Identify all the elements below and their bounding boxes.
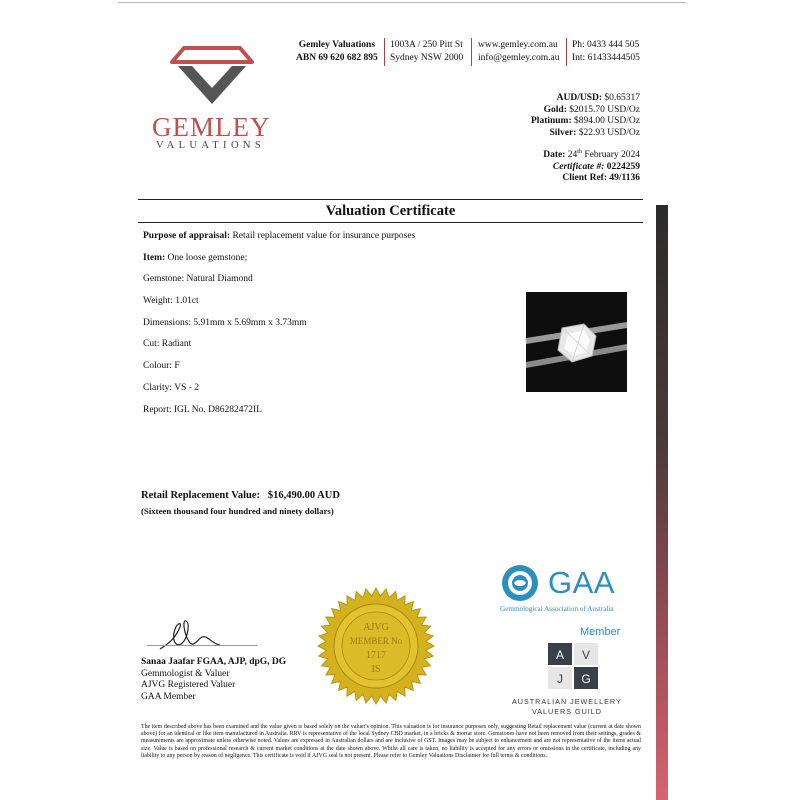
silver-label: Silver: bbox=[549, 127, 577, 138]
item-row bbox=[143, 252, 415, 274]
date-day: 24 bbox=[567, 150, 578, 161]
client-ref-value: 49/1136 bbox=[609, 173, 640, 184]
header-divider bbox=[471, 38, 472, 66]
retail-value-words: (Sixteen thousand four hundred and ninety dollars) bbox=[141, 506, 334, 516]
report-row: Report: IGL No. D86282472IL bbox=[143, 404, 262, 415]
ajvg-logo bbox=[548, 643, 600, 691]
company-abn: ABN 69 620 682 895 bbox=[296, 53, 378, 63]
date-rest: February 2024 bbox=[584, 150, 640, 161]
aud-usd-value: $0.65317 bbox=[604, 93, 640, 103]
silver-value: $22.93 USD/Oz bbox=[578, 127, 640, 138]
signature bbox=[150, 617, 240, 657]
certificate-label: Certificate #: bbox=[552, 161, 605, 172]
header-company bbox=[296, 39, 378, 65]
diamond-photo bbox=[526, 292, 627, 392]
seal-line3: 1717 bbox=[366, 650, 386, 661]
signature-icon bbox=[150, 617, 240, 657]
purpose-label: Purpose of appraisal: bbox=[143, 231, 231, 241]
aud-usd-label: AUD/USD: bbox=[556, 93, 602, 103]
weight-row: Weight: 1.01ct bbox=[143, 296, 199, 307]
website-link[interactable]: www.gemley.com.au bbox=[478, 40, 558, 50]
ajvg-letter-g: G bbox=[581, 672, 591, 686]
gaa-subtitle: Gemmological Association of Australia bbox=[500, 605, 614, 613]
brand-subtitle: VALUATIONS bbox=[156, 140, 266, 151]
gemstone-row: Gemstone: Natural Diamond bbox=[143, 274, 253, 285]
ajvg-name-line2: VALUERS GUILD bbox=[532, 707, 602, 716]
seal-line2: MEMBER No bbox=[349, 636, 403, 646]
purpose-row bbox=[143, 230, 415, 252]
address-line2: Sydney NSW 2000 bbox=[390, 53, 464, 63]
diamond-image bbox=[526, 292, 627, 392]
client-ref-label: Client Ref: bbox=[562, 173, 607, 184]
gold-label: Gold: bbox=[543, 104, 567, 115]
certificate-number: 0224259 bbox=[606, 161, 640, 172]
disclaimer-text: The item described above has been examined and the value given is based solely on the valuer's opinion. This valuation is for insurance purposes only, suggesting Retail replacement value (current at date shown above) for an identical or like item manufactured in Australia. RRV is representative of the local Sydney CBD market, in a bricks & mortar store. Gemstones have not been removed from their settings, grades & measurements are approximate unless otherwise noted. Values are expressed in Australian dollars and are inclusive of GST. Images may be subject to enhancement and are not representative of the items actual size. Value is based on professional research & current market conditions at the date shown above. Whilst all care is taken, no liability is accepted for any errors or omissions in the certificate, including any liability to any person by reason of negligence. This certificate is void if AJVG seal is not present. Please refer to Gemley Valuations Disclaimer for full terms & conditions. bbox=[141, 724, 641, 759]
header-address bbox=[390, 39, 463, 65]
signature-line bbox=[147, 645, 257, 646]
item-value: One loose gemstone; bbox=[167, 252, 248, 263]
brand-name: GEMLEY bbox=[152, 112, 271, 142]
signer-block bbox=[141, 657, 286, 703]
date-label: Date: bbox=[543, 150, 566, 161]
signer-role2: AJVG Registered Valuer bbox=[141, 680, 236, 690]
ajvg-seal bbox=[316, 586, 436, 706]
phone-number: Ph: 0433 444 505 bbox=[572, 40, 640, 50]
certificate-meta bbox=[543, 147, 640, 185]
title-rule-top bbox=[138, 199, 643, 200]
market-rates bbox=[531, 93, 640, 139]
signer-role3: GAA Member bbox=[141, 691, 196, 702]
email-link[interactable]: info@gemley.com.au bbox=[478, 53, 560, 63]
ajvg-name-line1: AUSTRALIAN JEWELLERY bbox=[512, 697, 622, 706]
retail-value-amount: $16,490.00 AUD bbox=[267, 490, 340, 501]
platinum-label: Platinum: bbox=[531, 116, 572, 126]
item-details bbox=[143, 230, 415, 425]
ajvg-grid-icon bbox=[548, 643, 600, 691]
seal-line4: IS bbox=[371, 664, 381, 675]
gem-icon bbox=[170, 44, 254, 106]
title-rule-bottom bbox=[138, 222, 643, 223]
platinum-value: $894.00 USD/Oz bbox=[574, 116, 640, 126]
ajvg-letter-j: J bbox=[557, 672, 563, 686]
ajvg-letter-a: A bbox=[555, 648, 565, 662]
retail-value-label: Retail Replacement Value: bbox=[141, 490, 260, 501]
top-rule bbox=[118, 2, 686, 3]
dimensions-row: Dimensions: 5.91mm x 5.69mm x 3.73mm bbox=[143, 317, 307, 328]
gaa-emblem-icon bbox=[498, 563, 542, 603]
purpose-value: Retail replacement value for insurance purposes bbox=[232, 231, 416, 241]
company-name: Gemley Valuations bbox=[298, 40, 376, 50]
header-divider bbox=[384, 38, 385, 66]
signer-role1: Gemmologist & Valuer bbox=[141, 668, 230, 679]
gold-value: $2015.70 USD/Oz bbox=[569, 104, 640, 115]
clarity-row: Clarity: VS - 2 bbox=[143, 382, 200, 393]
signer-name: Sanaa Jaafar FGAA, AJP, dpG, DG bbox=[141, 657, 287, 667]
item-label: Item: bbox=[143, 252, 166, 263]
date-suffix: th bbox=[577, 149, 582, 155]
gaa-logo-text: GAA bbox=[548, 565, 615, 600]
seal-icon bbox=[316, 586, 436, 706]
ajvg-letter-v: V bbox=[581, 648, 591, 662]
retail-value bbox=[141, 490, 340, 501]
header-contact bbox=[478, 39, 559, 65]
header-phones bbox=[572, 39, 640, 65]
page-title: Valuation Certificate bbox=[325, 203, 456, 219]
cut-row: Cut: Radiant bbox=[143, 339, 192, 350]
address-line1: 1003A / 250 Pitt St bbox=[390, 40, 463, 50]
brand-logo bbox=[150, 44, 274, 106]
header-divider bbox=[566, 38, 567, 66]
seal-line1: AJVG bbox=[363, 622, 389, 633]
colour-row: Colour: F bbox=[143, 361, 180, 372]
gaa-member-label: Member bbox=[580, 626, 621, 638]
intl-phone-number: Int: 61433444505 bbox=[572, 53, 640, 63]
side-color-bar bbox=[656, 205, 668, 800]
